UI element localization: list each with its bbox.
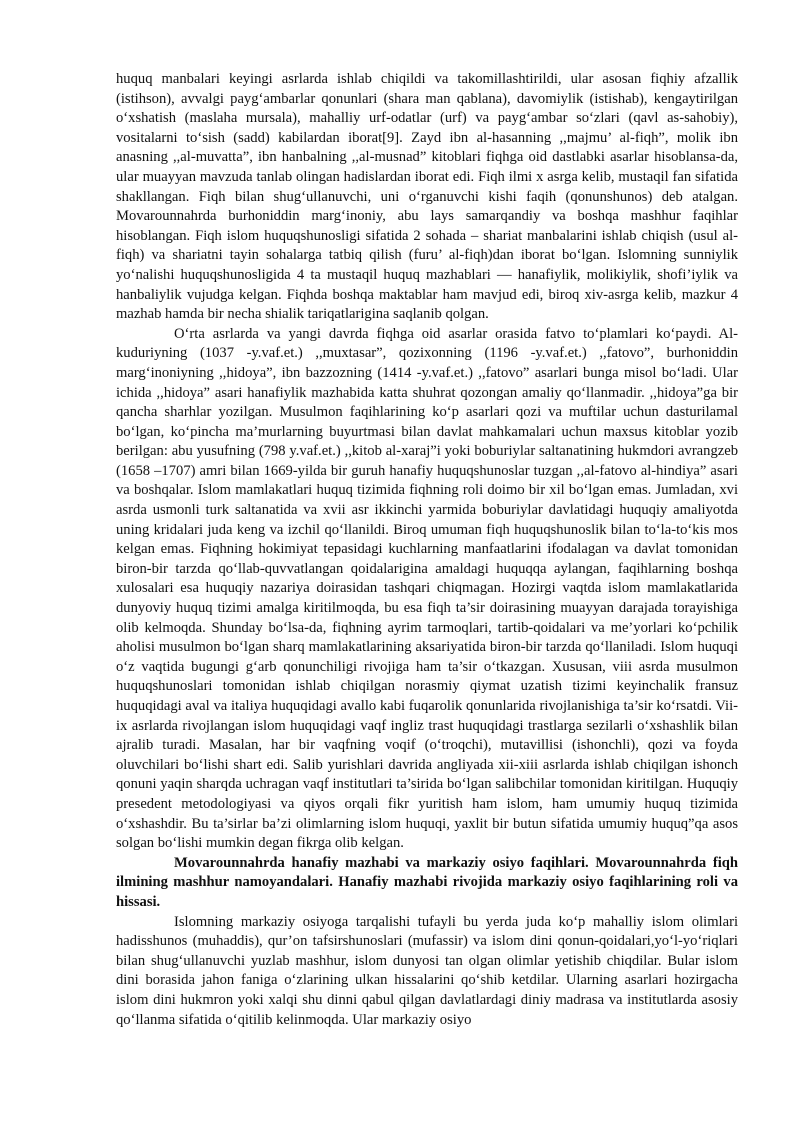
paragraph-central-asia-scholars: Islomning markaziy osiyoga tarqalishi tufayli bu yerda juda ko‘p mahalliy islom olimlari hadisshunos (muhaddis), qur’on tafsirshunoslari (mufassir) va islom dini qonun-qoidalari,yo‘l-yo‘riqlari bilan shug‘ullanuvchi yuzlab mashhur, islom dunyosi tan olgan olimlar yetishib chiqdilar. Bular islom dini borasida jahon faniga o‘zlarining ulkan hissalarini qo‘shib ketdilar. Ularning asarlari hozirgacha islom dini hukmron yoki xalqi shu dinni qabul qilgan davlatlardagi diniy madrasa va institutlarda asosiy qo‘llanma sifatida o‘qitilib kelinmoqda. Ular markaziy osiyo xyxy=(116,913,738,1028)
paragraph-fiqh-sources: huquq manbalari keyingi asrlarda ishlab chiqildi va takomillashtirildi, ular asosan fiqhiy afzallik (istihson), avvalgi payg‘ambarlar qonunlari (shara man qablana), davomiylik (istishab), kengaytirilgan o‘xshatish (maslaha mursala), mahalliy urf-odatlar (urf) va payg‘ambar so‘zlari (qavl as-sahobiy), vositalarni to‘sish (sadd) kabilardan iborat[9]. Zayd ibn al-hasanning ,,majmu’ al-fiqh”, molik ibn anasning ,,al-muvatta”, ibn hanbalning ,,al-musnad” kitoblari fiqhga oid dastlabki asarlar hisoblansa-da, ular muayyan mavzuda tanlab olingan hadislardan iborat edi. Fiqh ilmi x asrga kelib, mustaqil fan sifatida shakllangan. Fiqh bilan shug‘ullanuvchi, uni o‘rganuvchi kishi faqih (qonunshunos) deb atalgan. Movarounnahrda burhoniddin marg‘inoniy, abu lays samarqandiy va boshqa mashhur faqihlar hisoblangan. Fiqh islom huquqshunosligi sifatida 2 sohada – shariat manbalarini ishlab chiqish (usul al-fiqh) va shariatni tayin sohalarga tatbiq qilish (furu’ al-fiqh)dan iborat bo‘lgan. Islomning sunniylik yo‘nalishi huquqshunosligida 4 ta mustaqil huquq mazhablari — hanafiylik, molikiylik, shofi’iylik va hanbaliylik vujudga kelgan. Fiqhda boshqa maktablar ham mavjud edi, biroq xiv-asrga kelib, mazkur 4 mazhab hamda bir necha shialik tariqatlarigina saqlanib qolgan. xyxy=(116,71,738,323)
paragraph-fatvo-collections: O‘rta asrlarda va yangi davrda fiqhga oid asarlar orasida fatvo to‘plamlari ko‘paydi. Al-kuduriyning (1037 -y.vaf.et.) ,,muxtasar”, qozixonning (1196 -y.vaf.et.) ,,fatovo”, burhoniddin marg‘inoniyning ,,hidoya”, ibn bazzozning (1414 -y.vaf.et.) ,,fatovo” asarlari bunga misol bo‘ladi. Ular ichida ,,hidoya” asari hanafiylik mazhabida katta shuhrat qozongan amaliy qo‘llanmadir. ,,hidoya”ga bir qancha sharhlar yozilgan. Musulmon faqihlarining ko‘p asarlari qozi va muftilar uchun dasturilamal bo‘lgan, ko‘pincha ma’murlarning buyurtmasi bilan davlat mahkamalari uchun maxsus kitoblar yozib berilgan: abu yusufning (798 y.vaf.et.) ,,kitob al-xaraj”i yoki boburiylar saltanatining hukmdori avrangzeb (1658 –1707) amri bilan 1669-yilda bir guruh hanafiy huquqshunoslar tuzgan ,,al-fatovo al-hindiya” asari va boshqalar. Islom mamlakatlari huquq tizimida fiqhning roli doimo bir xil bo‘lgan emas. Jumladan, xvi asrda usmonli turk saltanatida va xvii asr ikkinchi yarmida boburiylar davlatidagi huquqiy amaliyotda uning kridalari juda keng va izchil qo‘llanildi. Biroq umuman fiqh huquqshunoslik bilan to‘la-to‘kis mos kelgan emas. Fiqhning hokimiyat tepasidagi kuchlarning manfaatlarini ifodalagan va davlat tomonidan biron-bir tarzda qo‘llab-quvvatlangan qoidalarigina amaldagi huquqqa aylangan, faqihlarning boshqa xulosalari esa huquqiy nazariya doirasidan tashqari chiqmagan. Hozirgi vaqtda islom mamlakatlarida dunyoviy huquq tizimi amalga kiritilmoqda, bu esa fiqh ta’sir doirasining muayyan darajada torayishiga olib kelmoqda. Shunday bo‘lsa-da, fiqhning ayrim tarmoqlari, tartib-qoidalari va me’yorlari ko‘pchilik aholisi musulmon bo‘lgan sharq mamlakatlarining aksariyatida biron-bir tarzda qo‘llaniladi. Islom huquqi o‘z vaqtida bugungi g‘arb qonunchiligi rivojiga ham ta’sir o‘tkazgan. Xususan, viii asrda musulmon huquqshunoslari tomonidan ishlab chiqilgan norasmiy qiymat uzatish tizimi keyinchalik fransuz huquqidagi aval va italiya huquqidagi avallo kabi fuqarolik qonunlarida rivojlanishiga ta’sir ko‘rsatdi. Vii-ix asrlarda rivojlangan islom huquqidagi vaqf ingliz trast huquqidagi trastlarga sezilarli o‘xshashlik bilan ajralib turadi. Masalan, har bir vaqfning voqif (o‘troqchi), mutavillisi (ishonchli), qozi va foyda oluvchilari bo‘lishi shart edi. Salib yurishlari davrida angliyada xii-xiii asrlarda ishlab chiqilgan ishonch qonuni yaqin sharqda uchragan vaqf institutlari ta’sirida bo‘lgan salibchilar tomonidan kiritilgan. Huquqiy presedent metodologiyasi va qiyos orqali fikr yuritish ham islom, ham umumiy huquq tizimida o‘xshashdir. Bu ta’sirlar ba’zi olimlarning islom huquqi, yaxlit bir butun sifatida umumiy huquq”qa asos solgan bo‘lishi mumkin degan fikrga olib kelgan. xyxy=(116,325,738,852)
section-heading: Movarounnahrda hanafiy mazhabi va markaziy osiyo faqihlari. Movarounnahrda fiqh ilmining mashhur namoyandalari. Hanafiy mazhabi rivojida markaziy osiyo faqihlarining roli va hissasi. xyxy=(116,854,738,910)
document-page xyxy=(116,70,738,1030)
